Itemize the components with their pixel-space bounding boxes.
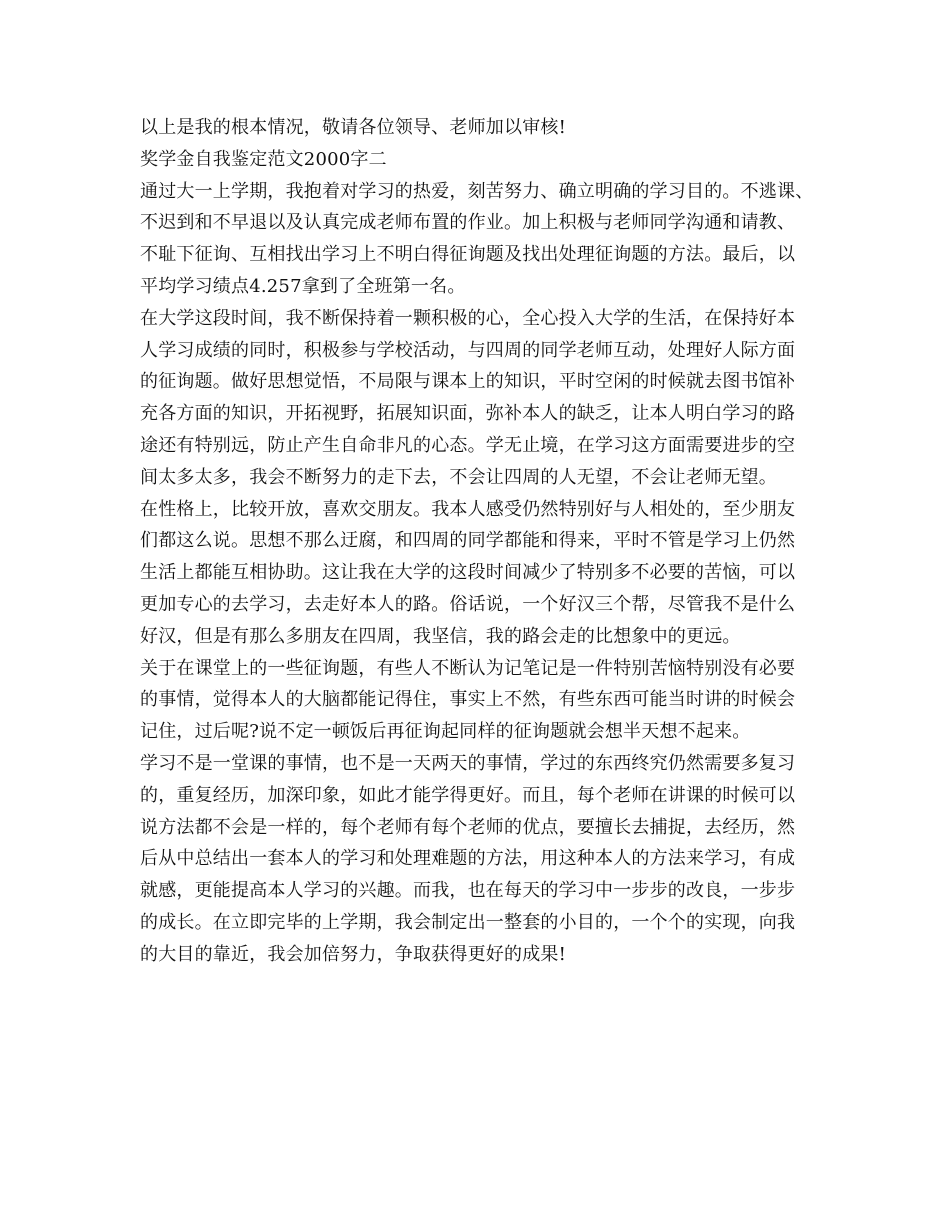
paragraph-line: 间太多太多，我会不断努力的走下去，不会让四周的人无望，不会让老师无望。 [140,466,777,488]
paragraph-5 [140,748,830,971]
intro-line: 以上是我的根本情况，敬请各位领导、老师加以审核! [140,117,567,138]
paragraph-line: 途还有特别远，防止产生自命非凡的心态。学无止境，在学习这方面需要进步的空 [140,434,796,456]
paragraph-line: 更加专心的去学习，去走好本人的路。俗话说，一个好汉三个帮，尽管我不是什么 [140,593,796,615]
paragraph-line: 通过大一上学期，我抱着对学习的热爱，刻苦努力、确立明确的学习目的。不逃课、 [140,180,814,202]
paragraph-line: 说方法都不会是一样的，每个老师有每个老师的优点，要擅长去捕捉，去经历，然 [140,816,796,838]
paragraph-3 [140,494,830,653]
paragraph-line: 就感，更能提高本人学习的兴趣。而我，也在每天的学习中一步步的改良，一步步 [140,880,796,902]
paragraph-line: 在性格上，比较开放，喜欢交朋友。我本人感受仍然特别好与人相处的，至少朋友 [140,498,796,520]
paragraph-line: 充各方面的知识，开拓视野，拓展知识面，弥补本人的缺乏，让本人明白学习的路 [140,403,796,425]
paragraph-line: 后从中总结出一套本人的学习和处理难题的方法，用这种本人的方法来学习，有成 [140,848,796,870]
paragraph-line: 不耻下征询、互相找出学习上不明白得征询题及找出处理征询题的方法。最后，以 [140,244,796,266]
paragraph-line: 记住，过后呢?说不定一顿饭后再征询起同样的征询题就会想半天想不起来。 [140,721,751,743]
paragraph-line: 们都这么说。思想不那么迂腐，和四周的同学都能和得来，平时不管是学习上仍然 [140,530,796,552]
paragraph-line: 在大学这段时间，我不断保持着一颗积极的心，全心投入大学的生活，在保持好本 [140,307,796,329]
paragraph-line: 的，重复经历，加深印象，如此才能学得更好。而且，每个老师在讲课的时候可以 [140,784,796,806]
paragraph-line: 学习不是一堂课的事情，也不是一天两天的事情，学过的东西终究仍然需要多复习 [140,752,796,774]
paragraph-2 [140,303,830,494]
paragraph-line: 不迟到和不早退以及认真完成老师布置的作业。加上积极与老师同学沟通和请教、 [140,212,796,234]
paragraph-line: 人学习成绩的同时，积极参与学校活动，与四周的同学老师互动，处理好人际方面 [140,339,796,361]
paragraph-line: 关于在课堂上的一些征询题，有些人不断认为记笔记是一件特别苦恼特别没有必要 [140,657,796,679]
document-body [140,112,830,971]
paragraph-line: 的成长。在立即完毕的上学期，我会制定出一整套的小目的，一个个的实现，向我 [140,911,796,933]
paragraph-line: 的大目的靠近，我会加倍努力，争取获得更好的成果! [140,943,567,965]
paragraph-1 [140,176,830,303]
paragraph-line: 的事情，觉得本人的大脑都能记得住，事实上不然，有些东西可能当时讲的时候会 [140,689,796,711]
paragraph-line: 生活上都能互相协助。这让我在大学的这段时间减少了特别多不必要的苦恼，可以 [140,562,796,584]
section-heading: 奖学金自我鉴定范文2000字二 [140,148,387,170]
paragraph-line: 平均学习绩点4.257拿到了全班第一名。 [140,275,466,297]
paragraph-4 [140,653,830,748]
paragraph-line: 好汉，但是有那么多朋友在四周，我坚信，我的路会走的比想象中的更远。 [140,625,741,647]
paragraph-line: 的征询题。做好思想觉悟，不局限与课本上的知识，平时空闲的时候就去图书馆补 [140,371,796,393]
